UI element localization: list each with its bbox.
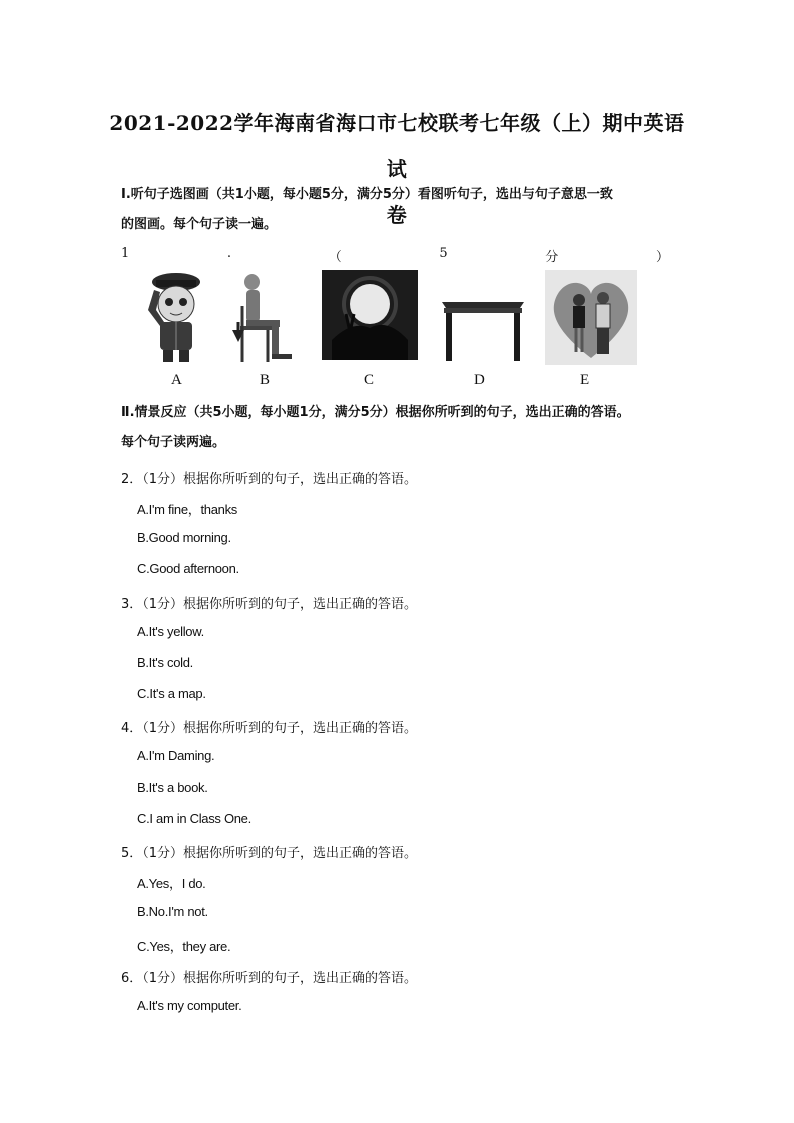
moon-night-icon[interactable]	[322, 270, 418, 360]
question-2-option-a[interactable]: A.I'm fine，thanks	[137, 502, 237, 517]
question-2-stem: 2．（1分）根据你所听到的句子，选出正确的答语。	[121, 472, 418, 487]
question-4-option-a[interactable]: A.I'm Daming.	[137, 748, 215, 763]
section-1-line-2: 的图画。每个句子读一遍。	[121, 217, 278, 232]
question-2-option-b[interactable]: B.Good morning.	[137, 530, 231, 545]
question-3-option-b[interactable]: B.It's cold.	[137, 655, 193, 670]
question-3-option-c[interactable]: C.It's a map.	[137, 686, 206, 701]
table-icon[interactable]	[438, 270, 528, 365]
question-6-stem: 6．（1分）根据你所听到的句子，选出正确的答语。	[121, 971, 418, 986]
section-2-line-2: 每个句子读两遍。	[121, 435, 226, 450]
picture-label-c: C	[364, 372, 375, 388]
q1-paren-close: ）	[655, 250, 669, 265]
question-5-stem: 5．（1分）根据你所听到的句子，选出正确的答语。	[121, 846, 418, 861]
question-5-option-c[interactable]: C.Yes，they are.	[137, 939, 231, 954]
picture-label-b: B	[260, 372, 271, 388]
picture-label-a: A	[171, 372, 182, 388]
q1-score-unit: 分	[545, 250, 559, 265]
question-3-option-a[interactable]: A.It's yellow.	[137, 624, 204, 639]
question-5-option-a[interactable]: A.Yes，I do.	[137, 876, 206, 891]
picture-label-d: D	[474, 372, 485, 388]
question-5-option-b[interactable]: B.No.I'm not.	[137, 904, 208, 919]
section-1-heading	[121, 180, 681, 240]
q1-number: 1	[121, 246, 130, 261]
q1-dot: .	[226, 246, 232, 261]
q1-score: 5	[439, 246, 448, 261]
question-1-line	[121, 246, 669, 265]
sitting-man-icon[interactable]	[228, 270, 300, 365]
question-4-option-c[interactable]: C.I am in Class One.	[137, 811, 251, 826]
section-2-line-1: Ⅱ.情景反应（共5小题，每小题1分，满分5分）根据你所听到的句子，选出正确的答语。	[121, 405, 630, 420]
policeman-icon[interactable]	[140, 270, 212, 365]
title-line-2: 卷	[386, 203, 408, 227]
question-6-option-a[interactable]: A.It's my computer.	[137, 998, 242, 1013]
title-line-1: 2021-2022学年海南省海口市七校联考七年级（上）期中英语试	[109, 111, 685, 181]
question-4-option-b[interactable]: B.It's a book.	[137, 780, 208, 795]
question-4-stem: 4．（1分）根据你所听到的句子，选出正确的答语。	[121, 721, 418, 736]
section-2-heading	[121, 398, 681, 458]
couple-heart-icon[interactable]	[545, 270, 637, 365]
q1-paren-open: （	[328, 250, 342, 265]
picture-label-e: E	[580, 372, 590, 388]
question-3-stem: 3．（1分）根据你所听到的句子，选出正确的答语。	[121, 597, 418, 612]
question-2-option-c[interactable]: C.Good afternoon.	[137, 561, 239, 576]
section-1-line-1: Ⅰ.听句子选图画（共1小题，每小题5分，满分5分）看图听句子，选出与句子意思一致	[121, 187, 613, 202]
